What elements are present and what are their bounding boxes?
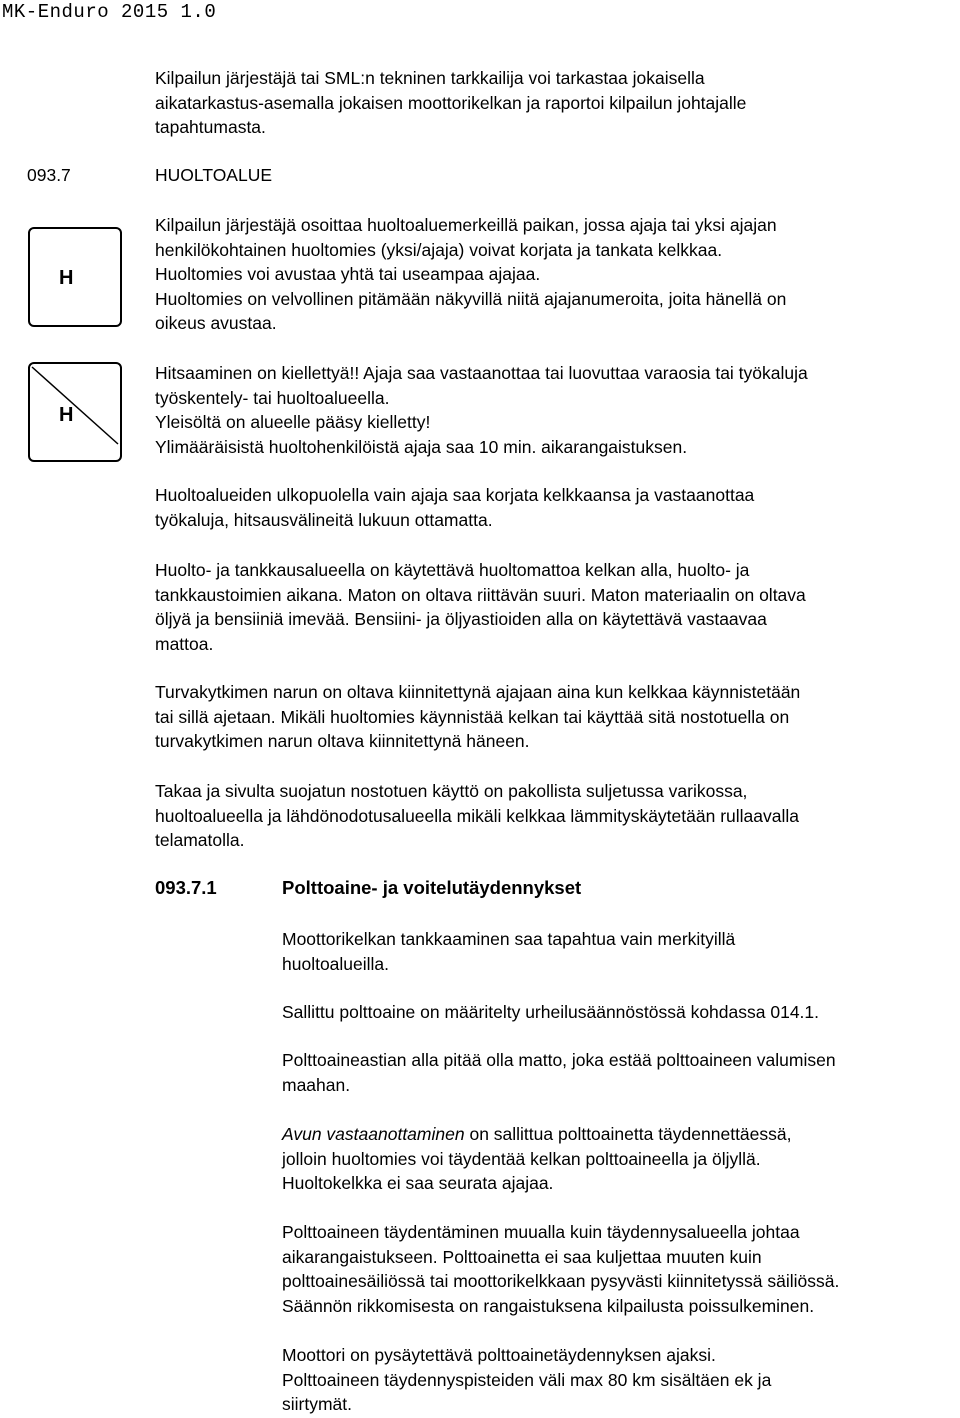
paragraph-outside-area: Huoltoalueiden ulkopuolella vain ajaja saa korjata kelkkaansa ja vastaanottaa työkaluja, hitsausvälineitä lukuun ottamatta. (155, 485, 755, 530)
section-title: HUOLTOALUE (155, 165, 273, 185)
sub-paragraph-fuel-mat: Polttoaineastian alla pitää olla matto, joka estää polttoaineen valumisen maahan. (282, 1050, 836, 1095)
sub-paragraph-allowed-fuel: Sallittu polttoaine on määritelty urheilusäännöstössä kohdassa 014.1. (282, 1002, 820, 1022)
paragraph-lift-stand: Takaa ja sivulta suojatun nostotuen käyttö on pakollista suljetussa varikossa, huoltoalueella ja lähdönodotusalueella mikäli kelkkaa lämmityskäytetään rullaavalla telamatolla. (155, 781, 799, 850)
sub-paragraph-receiving-help: Avun vastaanottaminen on sallittua polttoainetta täydennettäessä, jolloin huoltomies voi täydentää kelkan polttoaineella ja öljyllä. Huoltokelkka ei saa seurata ajajaa. (282, 1124, 792, 1193)
prohibition-slash-icon (30, 364, 120, 460)
service-area-sign-letter: H (59, 267, 74, 289)
paragraph-kill-switch: Turvakytkimen narun on oltava kiinnitettynä ajajaan aina kun kelkkaa käynnistetään tai sillä ajetaan. Mikäli huoltomies käynnistää kelkan tai käyttää sitä nostotuella on turvakytkimen narun oltava kiinnitettynä häneen. (155, 682, 801, 751)
subsection-title: Polttoaine- ja voitelutäydennykset (282, 877, 582, 898)
section-number: 093.7 (27, 165, 71, 185)
subsection-number: 093.7.1 (155, 877, 217, 898)
receiving-help-term: Avun vastaanottaminen (282, 1124, 465, 1144)
page-header: MK-Enduro 2015 1.0 (2, 1, 217, 23)
paragraph-service-area: Kilpailun järjestäjä osoittaa huoltoaluemerkeillä paikan, jossa ajaja tai yksi ajajan henkilökohtainen huoltomies (yksi/ajaja) voivat korjata ja tankata kelkkaa. Huoltomies voi avustaa yhtä tai useampaa ajajaa. Huoltomies on velvollinen pitämään näkyvillä niitä ajajanumeroita, joita hänellä on oikeus avustaa. (155, 215, 787, 333)
intro-paragraph: Kilpailun järjestäjä tai SML:n tekninen tarkkailija voi tarkastaa jokaisella aikatarkastus-asemalla jokaisen moottorikelkan ja raportoi kilpailun johtajalle tapahtumasta. (155, 68, 747, 137)
paragraph-welding: Hitsaaminen on kiellettyä!! Ajaja saa vastaanottaa tai luovuttaa varaosia tai työkaluja työskentely- tai huoltoalueella. Yleisöltä on alueelle pääsy kielletty! Ylimääräisistä huoltohenkilöistä ajaja saa 10 min. aikarangaistuksen. (155, 363, 808, 457)
sub-paragraph-refuel-penalty: Polttoaineen täydentäminen muualla kuin täydennysalueella johtaa aikarangaistukseen. Polttoainetta ei saa kuljettaa muuten kuin polttoainesäiliössä tai moottorikelkkaan pysyvästi kiinnitetyssä säiliössä. Säännön rikkomisesta on rangaistuksena kilpailusta poissulkeminen. (282, 1222, 840, 1316)
sub-paragraph-refuel-location: Moottorikelkan tankkaaminen saa tapahtua vain merkityillä huoltoalueilla. (282, 929, 736, 974)
sub-paragraph-engine-stop: Moottori on pysäytettävä polttoainetäydennyksen ajaksi. Polttoaineen täydennyspisteiden väli max 80 km sisältäen ek ja siirtymät. (282, 1345, 772, 1414)
no-welding-sign (28, 362, 122, 462)
paragraph-service-mat: Huolto- ja tankkausalueella on käytettävä huoltomattoa kelkan alla, huolto- ja tankkaustoimien aikana. Maton on oltava riittävän suuri. Maton materiaalin on oltava öljyä ja bensiiniä imevää. Bensiini- ja öljyastioiden alla on käytettävä vastaavaa mattoa. (155, 560, 806, 654)
service-area-sign (28, 227, 122, 327)
no-welding-sign-letter: H (59, 404, 74, 426)
